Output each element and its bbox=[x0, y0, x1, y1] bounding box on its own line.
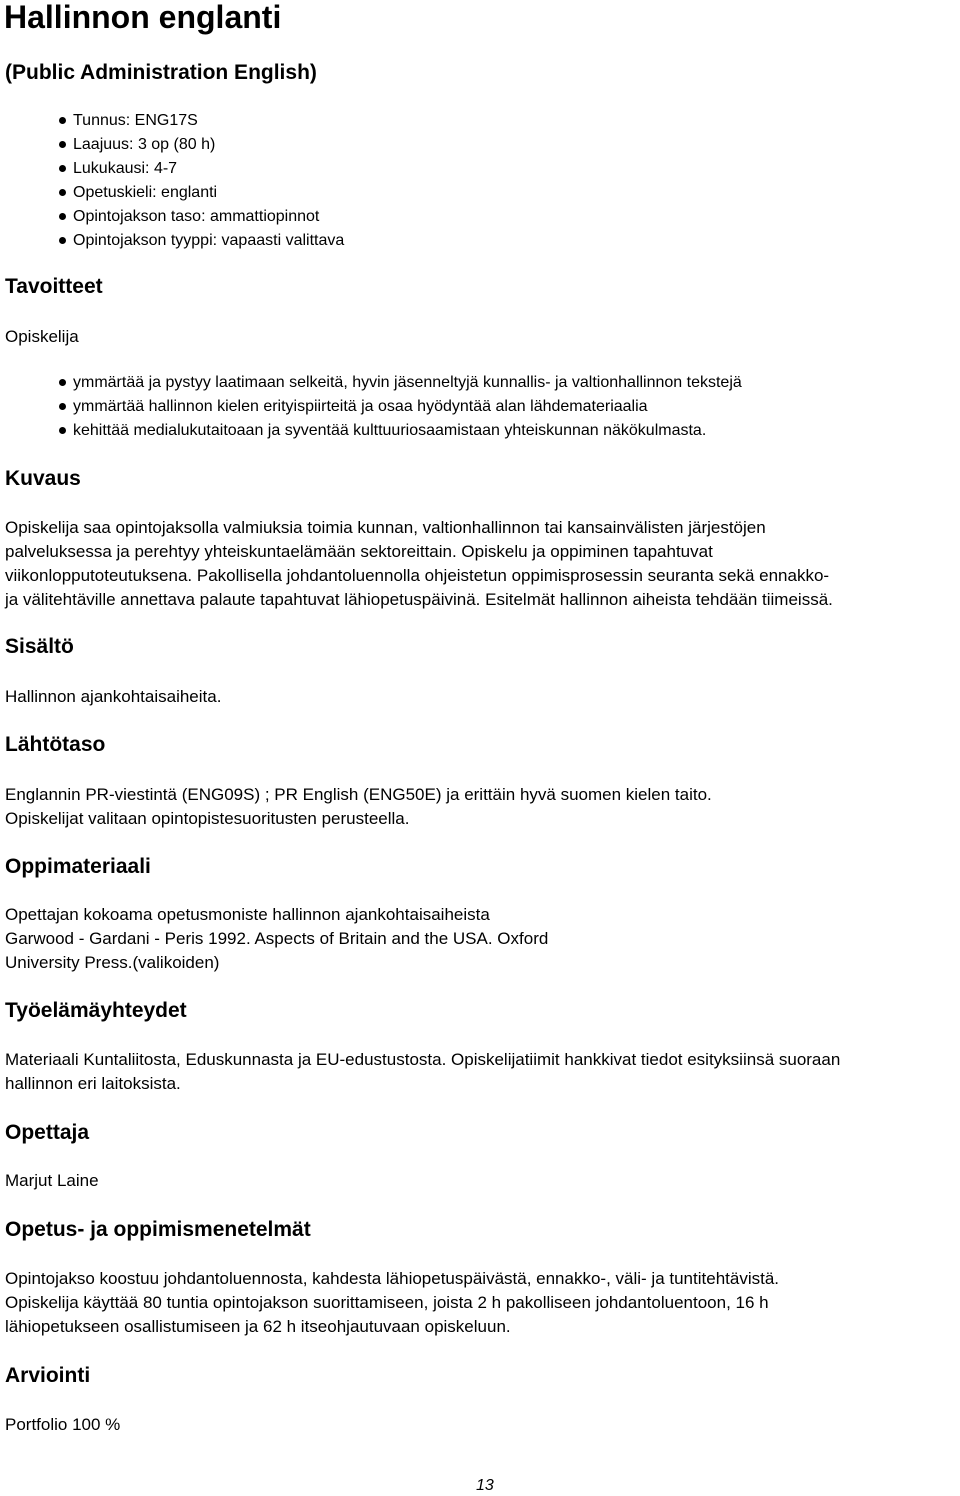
section-heading-opettaja: Opettaja bbox=[5, 1121, 90, 1144]
text-line: Portfolio 100 % bbox=[5, 1415, 121, 1434]
list-item: Opintojakson taso: ammattiopinnot bbox=[73, 205, 344, 229]
list-item: Opetuskieli: englanti bbox=[73, 181, 344, 205]
text-line: Opintojakso koostuu johdantoluennosta, kahdesta lähiopetuspäivästä, ennakko-, väli- ja tuntitehtävistä. bbox=[5, 1269, 779, 1288]
section-heading-sisalto: Sisältö bbox=[5, 635, 74, 658]
text-line: Opiskelija käyttää 80 tuntia opintojakson suorittamiseen, joista 2 h pakolliseen johdantoluentoon, 16 h bbox=[5, 1293, 769, 1312]
section-heading-oppimateriaali: Oppimateriaali bbox=[5, 855, 151, 878]
tavoitteet-list bbox=[0, 371, 742, 443]
text-line: hallinnon eri laitoksista. bbox=[5, 1074, 181, 1093]
text-line: Opiskelija saa opintojaksolla valmiuksia toimia kunnan, valtionhallinnon tai kansainvälisten järjestöjen bbox=[5, 518, 766, 537]
lahtotaso-text bbox=[5, 783, 712, 831]
opettaja-text bbox=[5, 1169, 99, 1193]
text-line: palveluksessa ja perehtyy yhteiskuntaelämään sektoreittain. Opiskelu ja oppiminen tapahtuvat bbox=[5, 542, 713, 561]
list-item: ymmärtää hallinnon kielen erityispiirteitä ja osaa hyödyntää alan lähdemateriaalia bbox=[73, 395, 742, 419]
section-heading-menetelmat: Opetus- ja oppimismenetelmät bbox=[5, 1218, 311, 1241]
list-item: kehittää medialukutaitoaan ja syventää kulttuuriosaamistaan yhteiskunnan näkökulmasta. bbox=[73, 419, 742, 443]
text-line: viikonlopputoteutuksena. Pakollisella johdantoluennolla ohjeistetun oppimisprosessin seuranta sekä ennakko- bbox=[5, 566, 830, 585]
text-line: Opiskelijat valitaan opintopistesuoritusten perusteella. bbox=[5, 809, 410, 828]
text-line: Garwood - Gardani - Peris 1992. Aspects of Britain and the USA. Oxford bbox=[5, 929, 549, 948]
text-line: Englannin PR-viestintä (ENG09S) ; PR English (ENG50E) ja erittäin hyvä suomen kielen taito. bbox=[5, 785, 712, 804]
section-heading-tyoelamayhteydet: Työelämäyhteydet bbox=[5, 999, 187, 1022]
sisalto-text bbox=[5, 685, 221, 709]
section-heading-lahtotaso: Lähtötaso bbox=[5, 733, 106, 756]
text-line: Opettajan kokoama opetusmoniste hallinnon ajankohtaisaiheista bbox=[5, 905, 490, 924]
section-heading-kuvaus: Kuvaus bbox=[5, 467, 81, 490]
text-line: University Press.(valikoiden) bbox=[5, 953, 220, 972]
text-line: lähiopetukseen osallistumiseen ja 62 h itseohjautuvaan opiskeluun. bbox=[5, 1317, 511, 1336]
course-info-list bbox=[0, 109, 344, 253]
page-number: 13 bbox=[476, 1477, 494, 1494]
text-line: Marjut Laine bbox=[5, 1171, 99, 1190]
tyoelamayhteydet-text bbox=[5, 1048, 840, 1096]
text-line: Materiaali Kuntaliitosta, Eduskunnasta ja EU-edustustosta. Opiskelijatiimit hankkivat tiedot esityksiinsä suoraan bbox=[5, 1050, 841, 1069]
list-item: Lukukausi: 4-7 bbox=[73, 157, 344, 181]
arviointi-text bbox=[5, 1413, 120, 1437]
page-subtitle: (Public Administration English) bbox=[5, 61, 317, 84]
text-line: ja välitehtäville annettava palaute tapahtuvat lähiopetuspäivinä. Esitelmät hallinnon aiheista tehdään tiimeissä. bbox=[5, 590, 833, 609]
list-item: ymmärtää ja pystyy laatimaan selkeitä, hyvin jäsenneltyjä kunnallis- ja valtionhallinnon tekstejä bbox=[73, 371, 742, 395]
list-item: Laajuus: 3 op (80 h) bbox=[73, 133, 344, 157]
kuvaus-text bbox=[5, 516, 833, 612]
oppimateriaali-text bbox=[5, 903, 548, 975]
section-heading-tavoitteet: Tavoitteet bbox=[5, 275, 103, 298]
menetelmat-text bbox=[5, 1267, 779, 1339]
section-heading-arviointi: Arviointi bbox=[5, 1364, 91, 1387]
list-item: Tunnus: ENG17S bbox=[73, 109, 344, 133]
text-line: Hallinnon ajankohtaisaiheita. bbox=[5, 687, 222, 706]
list-item: Opintojakson tyyppi: vapaasti valittava bbox=[73, 229, 344, 253]
tavoitteet-intro: Opiskelija bbox=[5, 327, 79, 346]
page-title: Hallinnon englanti bbox=[4, 0, 282, 35]
